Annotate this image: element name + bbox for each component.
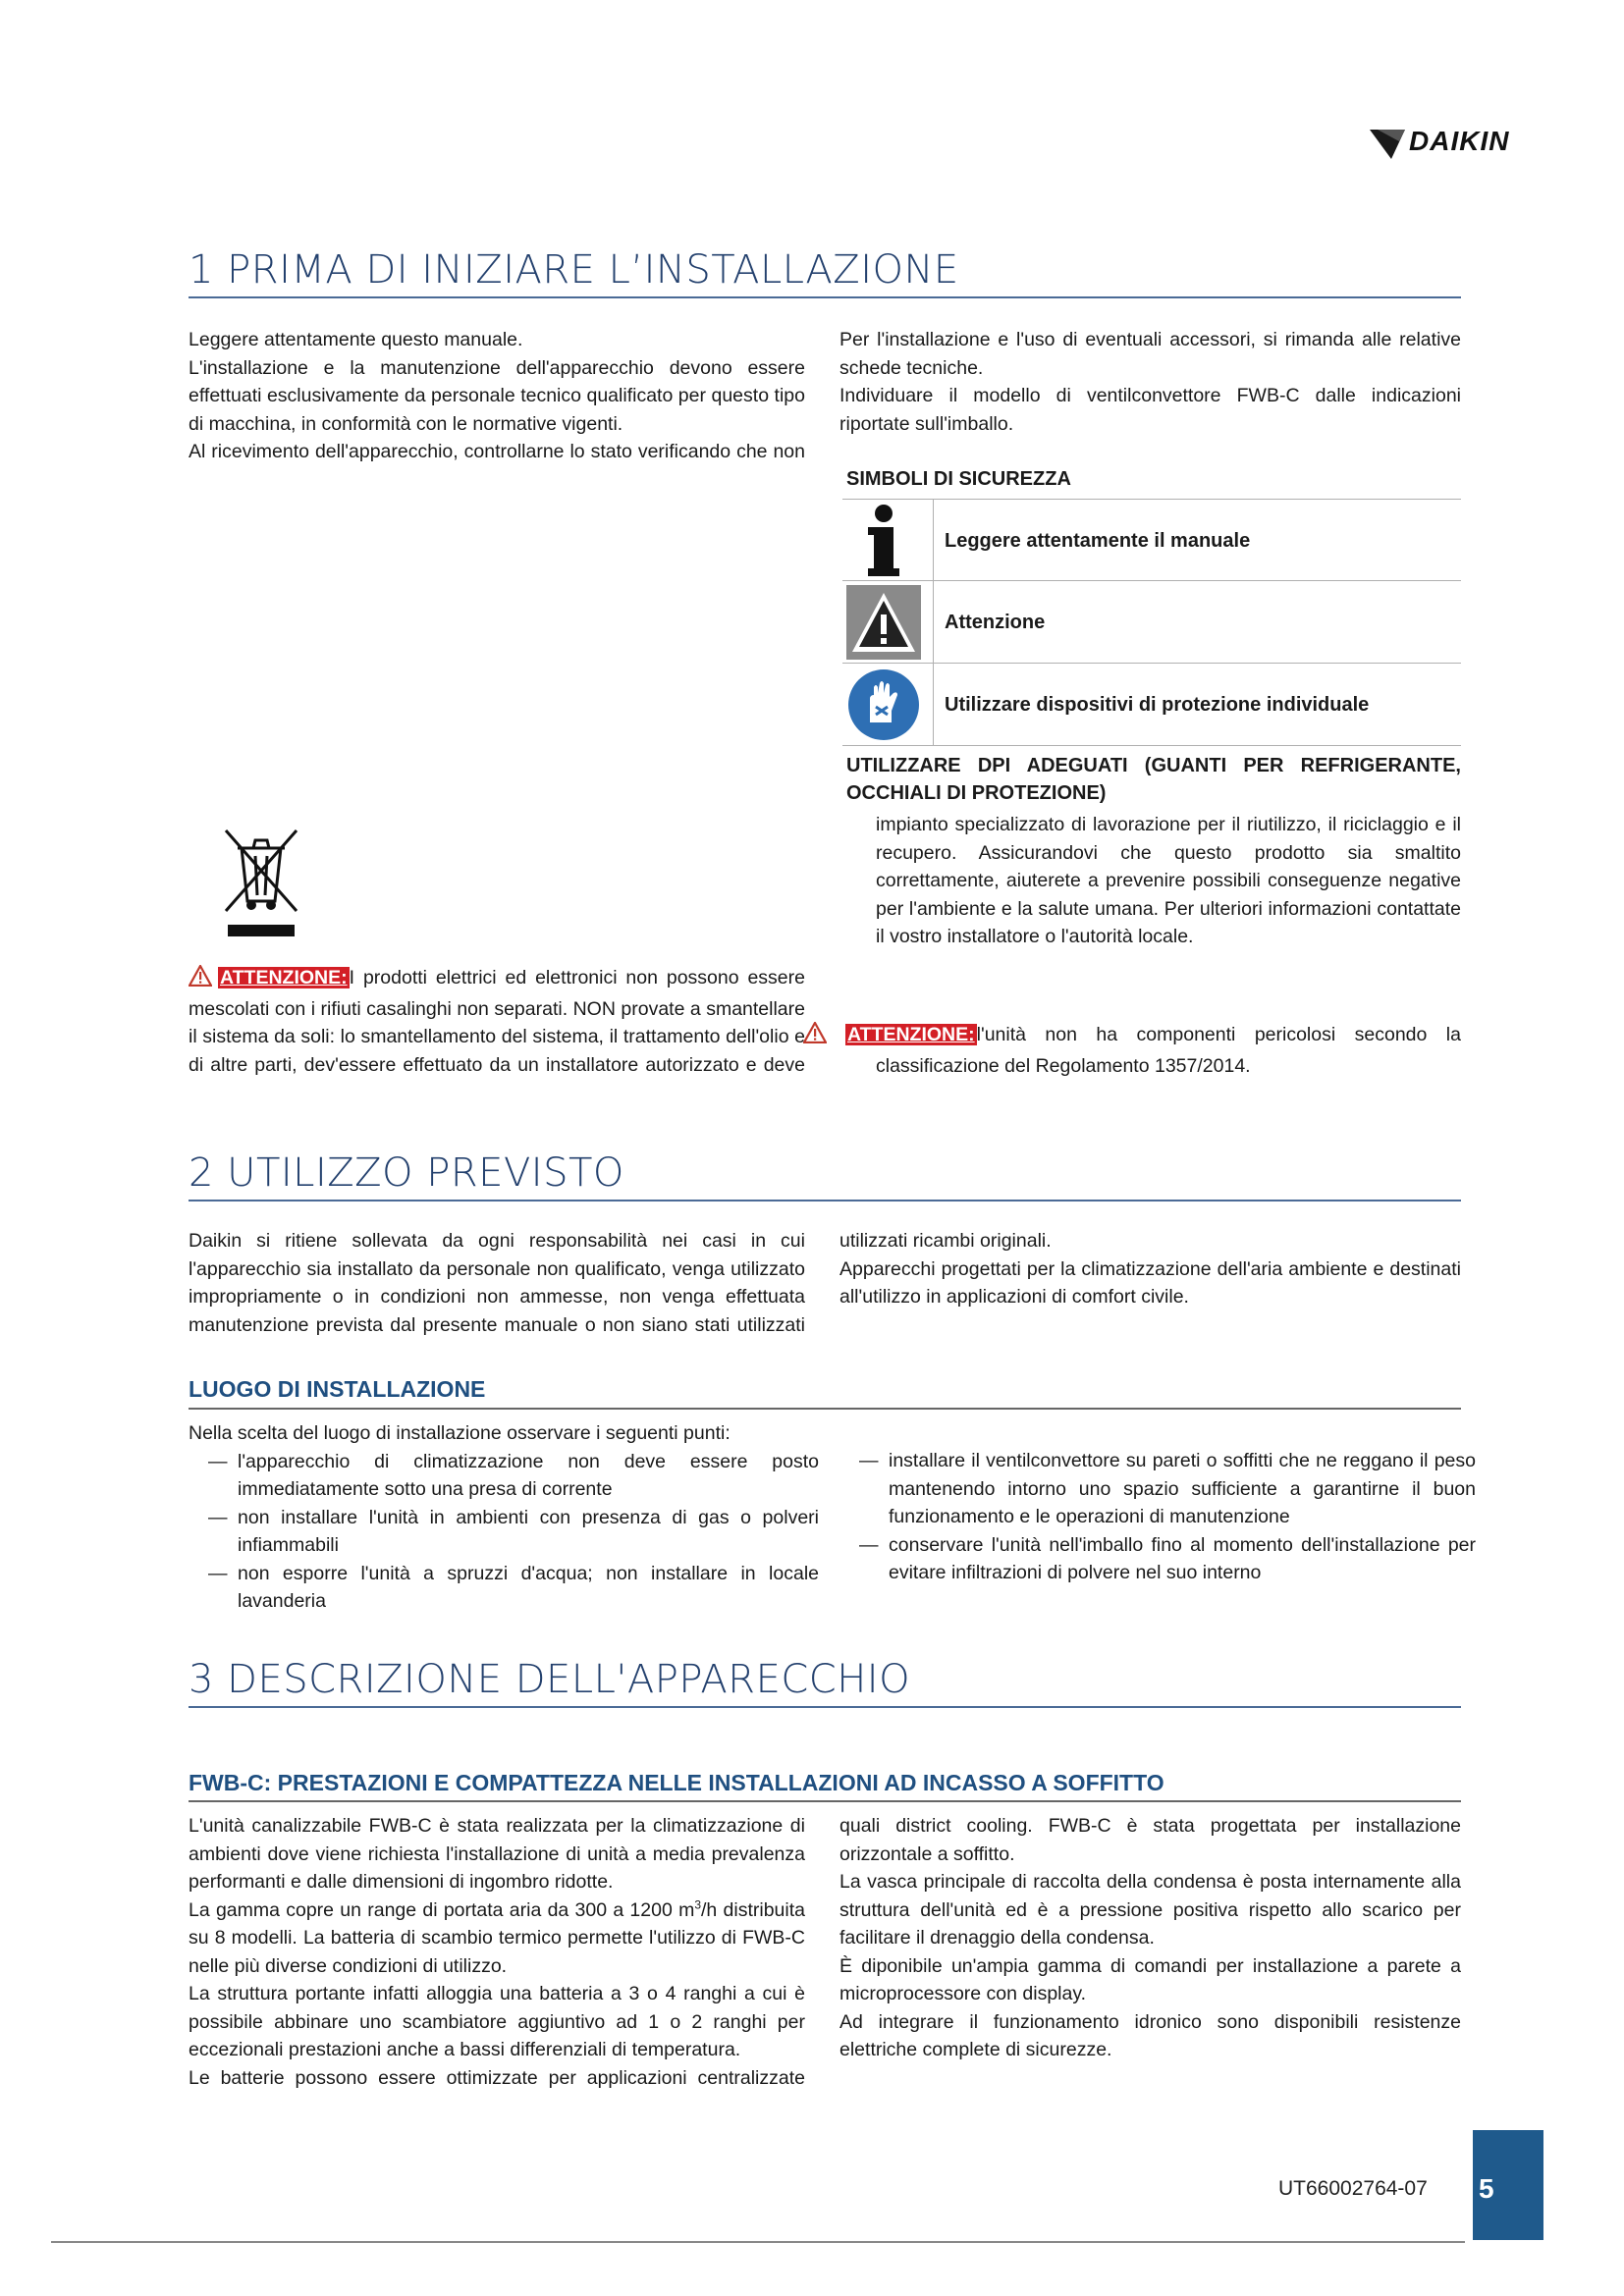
section-3-title: 3 DESCRIZIONE DELL'APPARECCHIO [189,1657,911,1702]
warning-1-cont [876,811,1461,1007]
dpi-note: UTILIZZARE DPI ADEGUATI (GUANTI PER REFRIGERANTE, OCCHIALI DI PROTEZIONE) [846,755,1461,804]
section-2-text-right [839,1227,1461,1311]
symbol-row-warning [842,581,1461,664]
location-title: LUOGO DI INSTALLAZIONE [189,1376,486,1402]
warning-1-text-continued: impianto specializzato di lavorazione per il riutilizzo, il riciclaggio e il recupero. Assicurandovi che questo prodotto sia smaltito correttamente, aiuterete a prevenire possibili conseguenze negative per l'ambiente e la salute umana. Per ulteriori informazioni contattate il vostro installatore o l'autorità locale. [876,814,1461,947]
warning-label-2: ATTENZIONE: [847,1024,975,1045]
description-p2: La gamma copre un range di portata aria da 300 a 1200 $m^3/h$ distribuita su 8 modelli. La batteria di scambio termico permette l'utilizzo di FWB-C nelle più diverse condizioni di utilizzo. [189,1897,805,1977]
warning-2 [839,1021,1461,1080]
description-p3: La struttura portante infatti alloggia una batteria a 3 o 4 ranghi a cui è possibile abbinare uno scambiatore aggiuntivo ad 1 o 2 ranghi per eccezionali prestazioni anche a bassi differenziali di temperatura. [189,1983,805,2060]
intro-line-1: Leggere attentamente questo manuale. [189,329,523,350]
section-3-subrule [189,1800,1461,1802]
section-3-subtitle: FWB-C: PRESTAZIONI E COMPATTEZZA NELLE INSTALLAZIONI AD INCASSO A SOFFITTO [189,1770,1164,1795]
description-p5: La vasca principale di raccolta della condensa è posta internamente alla struttura dell'unità ed è a pressione positiva rispetto allo scarico per facilitare il drenaggio della condensa. [839,1871,1461,1949]
description-p6: È diponibile un'ampia gamma di comandi per installazione a parete a microprocessore con display. [839,1954,1461,2004]
intro-line-2: L'installazione e la manutenzione dell'apparecchio devono essere effettuati esclusivamente da personale tecnico qualificato per questo tipo di macchina, in conformità con le normative vigenti. [189,356,805,435]
warning-label: ATTENZIONE: [220,967,348,988]
description-p7: Ad integrare il funzionamento idronico sono disponibili resistenze elettriche complete di sicurezze. [839,2010,1461,2060]
intro-line-5: Individuare il modello di ventilconvettore FWB-C dalle indicazioni riportate sull'imballo. [839,385,1461,435]
page-number: 5 [1479,2173,1494,2204]
symbol-label-manual: Leggere attentamente il manuale [945,530,1251,552]
safety-symbols-title: SIMBOLI DI SICUREZZA [846,468,1071,490]
symbol-label-warning: Attenzione [945,612,1046,633]
intro-line-4: Per l'installazione e l'uso di eventuali accessori, si rimanda alle relative schede tecniche. [839,329,1461,379]
location-item: — conservare l'unità nell'imballo fino al momento dell'installazione per evitare infiltrazioni di polvere nel suo interno [859,1533,1476,1583]
description-p4-cont: quali district cooling. FWB-C è stata progettata per installazione orizzontale a soffitto. [839,1815,1461,1865]
location-item: — installare il ventilconvettore su pareti o soffitti che ne reggano il peso mantenendo intorno uno spazio sufficiente a garantirne il buon funzionamento e le operazioni di manutenzione [859,1450,1476,1527]
section-2-rule [189,1200,1461,1201]
section-1-title: 1 PRIMA DI INIZIARE L’INSTALLAZIONE [189,247,959,293]
daikin-logo [1370,126,1546,161]
warning-icon [842,581,925,664]
symbol-row-ppe [842,664,1461,746]
warning-triangle-icon [189,965,212,995]
section-1-rule [189,296,1461,298]
description-p1: L'unità canalizzabile FWB-C è stata realizzata per la climatizzazione di ambienti dove viene richiesta l'installazione di unità a media prevalenza performanti e dalle dimensioni di ingombro ridotte. [189,1815,805,1893]
section-3-right [839,1812,1461,2064]
symbol-row-manual [842,499,1461,581]
section-2-text-left [189,1227,805,1339]
location-rule [189,1408,1461,1410]
gloves-icon [842,664,925,746]
warning-1-text: I prodotti elettrici ed elettronici non possono essere mescolati con i rifiuti casalinghi non separati. NON provate a smantellare il sistema da soli: lo smantellamento del sistema, il trattamento dell'olio e di altre parti, dev'essere effettuato da un installatore autorizzato e deve [189,967,805,1076]
symbol-label-ppe: Utilizzare dispositivi di protezione individuale [945,694,1370,716]
usage-text-2: Apparecchi progettati per la climatizzazione dell'aria ambiente e destinati all'utilizzo in applicazioni di comfort civile. [839,1257,1461,1308]
usage-text-1: Daikin si ritiene sollevata da ogni responsabilità nei casi in cui l'apparecchio sia installato da personale non qualificato, venga utilizzato impropriamente o in condizioni non ammesse, non venga effettuata manutenzione prevista dal presente manuale o non siano stati utilizzati [189,1230,805,1336]
intro-line-3: Al ricevimento dell'apparecchio, controllarne lo stato verificando che non [189,441,805,462]
section-3-rule [189,1706,1461,1708]
location-list-right [839,1447,1476,1587]
footer-rule [51,2241,1465,2243]
section-1-intro-cont [189,438,805,465]
warning-2-text: l'unità non ha componenti pericolosi secondo la classificazione del Regolamento 1357/2014. [876,1024,1461,1077]
location-item: — l'apparecchio di climatizzazione non deve essere posto immediatamente sotto una presa di corrente [208,1450,819,1500]
page-number-tab [1473,2130,1543,2240]
info-icon [842,500,925,582]
section-1-intro-right [839,326,1461,438]
crossed-bin-icon [222,827,300,938]
section-1-intro-left [189,326,805,438]
usage-text-1-end: utilizzati ricambi originali. [839,1230,1052,1252]
brand-name: DAIKIN [1409,126,1510,156]
section-3-left [189,1812,805,2092]
location-intro: Nella scelta del luogo di installazione osservare i seguenti punti: [189,1422,731,1444]
location-item: — non esporre l'unità a spruzzi d'acqua; non installare in locale lavanderia [208,1562,819,1612]
warning-1 [189,964,805,1076]
daikin-logo-mark [1370,128,1407,161]
location-item: — non installare l'unità in ambienti con presenza di gas o polveri infiammabili [208,1506,819,1556]
location-list-left [189,1419,819,1616]
document-code: UT66002764-07 [1278,2177,1428,2200]
section-2-title: 2 UTILIZZO PREVISTO [189,1150,624,1196]
description-p4: Le batterie possono essere ottimizzate per applicazioni centralizzate [189,2066,805,2089]
